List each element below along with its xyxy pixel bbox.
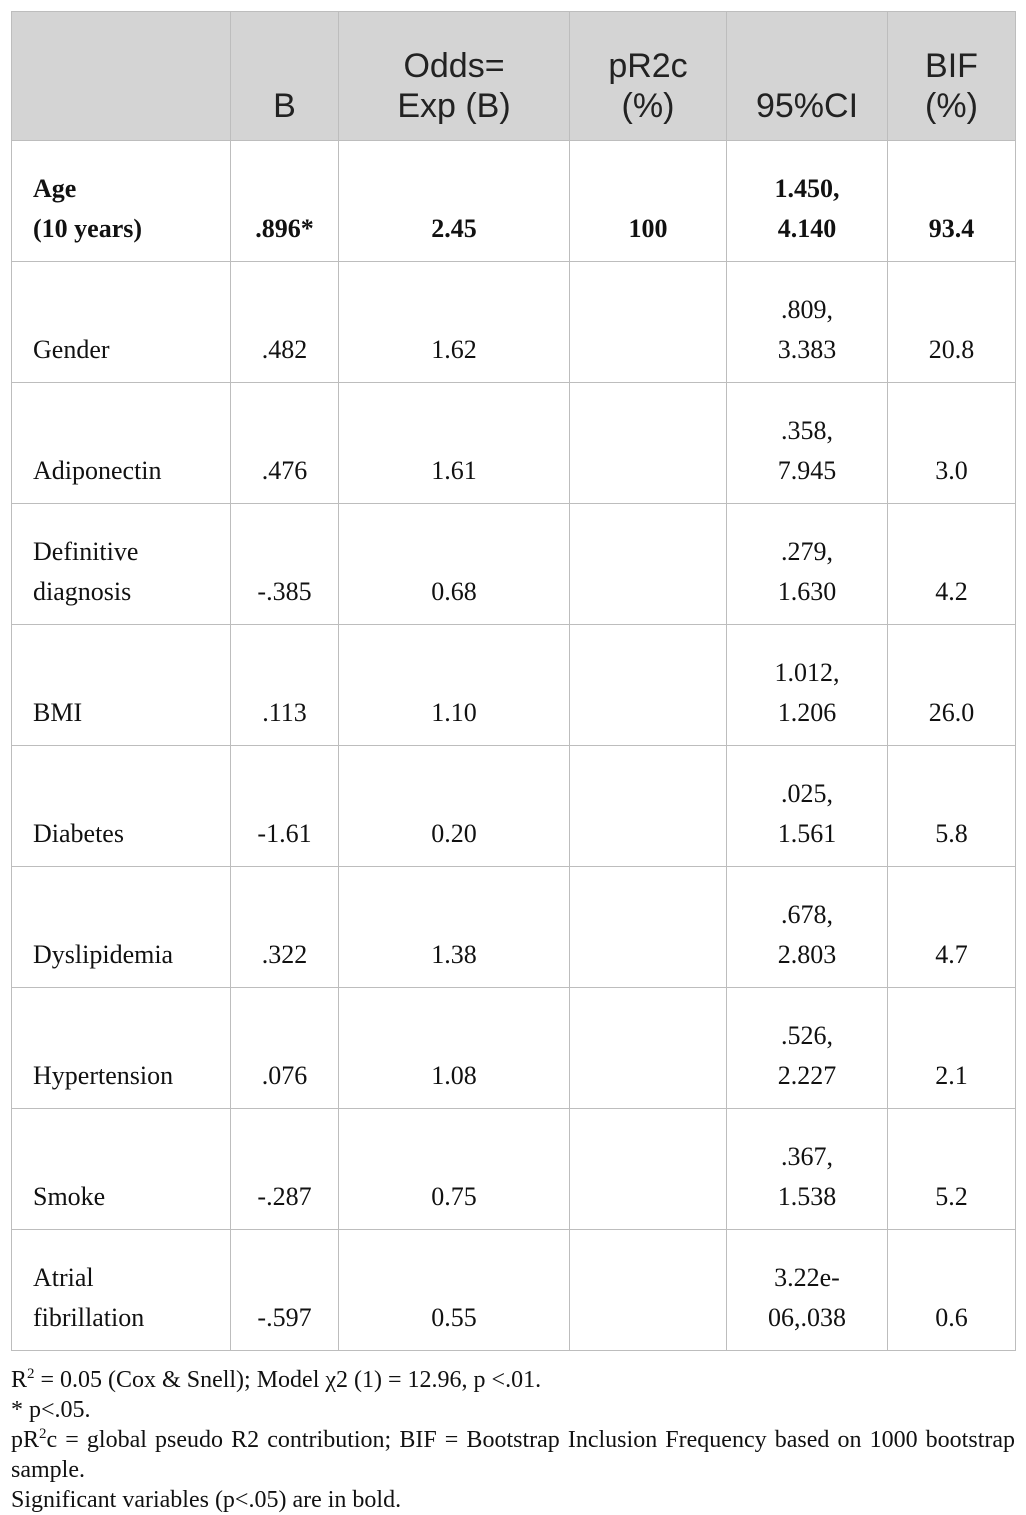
odds-cell xyxy=(339,383,570,504)
variable-name: Adiponectin xyxy=(33,456,162,485)
bif-cell xyxy=(888,625,1016,746)
variable-name: Age xyxy=(33,174,77,203)
pr2c-cell xyxy=(570,746,727,867)
ci-cell xyxy=(727,867,888,988)
pr2c-cell xyxy=(570,625,727,746)
odds-cell xyxy=(339,746,570,867)
variable-cell xyxy=(12,988,231,1109)
table-footnotes xyxy=(11,1365,1015,1515)
pr2c-cell xyxy=(570,141,727,262)
ci-cell xyxy=(727,1230,888,1351)
footnote-pr-symbol: pR xyxy=(11,1427,40,1453)
variable-cell xyxy=(12,1230,231,1351)
variable-name: Definitive xyxy=(33,537,139,566)
ci-value: .526, xyxy=(781,1021,833,1050)
bif-value: 5.8 xyxy=(935,819,968,848)
b-cell xyxy=(231,746,339,867)
table-row xyxy=(12,867,1016,988)
odds-value: 1.38 xyxy=(431,940,477,969)
header-bif-line-1: BIF xyxy=(925,47,978,85)
variable-name: Diabetes xyxy=(33,819,124,848)
bif-cell xyxy=(888,1230,1016,1351)
b-cell xyxy=(231,867,339,988)
ci-cell xyxy=(727,383,888,504)
ci-value: 1.450, xyxy=(774,174,840,203)
header-b xyxy=(231,12,339,141)
variable-cell xyxy=(12,141,231,262)
variable-cell xyxy=(12,746,231,867)
header-b-label: B xyxy=(273,87,296,125)
odds-cell xyxy=(339,867,570,988)
pr2c-cell xyxy=(570,1109,727,1230)
ci-value: 1.538 xyxy=(777,1182,837,1211)
header-pr2c xyxy=(570,12,727,141)
odds-cell xyxy=(339,504,570,625)
pr2c-cell xyxy=(570,262,727,383)
b-value: -.385 xyxy=(257,577,312,606)
bif-cell xyxy=(888,867,1016,988)
odds-cell xyxy=(339,988,570,1109)
header-variable xyxy=(12,12,231,141)
odds-cell xyxy=(339,1109,570,1230)
variable-name: diagnosis xyxy=(33,577,132,606)
regression-table xyxy=(11,11,1016,1351)
ci-value: 3.383 xyxy=(777,335,837,364)
table-row xyxy=(12,746,1016,867)
ci-value: .279, xyxy=(781,537,833,566)
odds-value: 0.75 xyxy=(431,1182,477,1211)
ci-cell xyxy=(727,988,888,1109)
bif-value: 5.2 xyxy=(935,1182,968,1211)
variable-cell xyxy=(12,383,231,504)
footnote-bold-explanation: Significant variables (p<.05) are in bold. xyxy=(11,1487,402,1513)
pr2c-cell xyxy=(570,867,727,988)
footnote-model-fit-text: = 0.05 (Cox & Snell); Model χ2 (1) = 12.96, p <.01. xyxy=(34,1367,542,1393)
ci-value: 1.561 xyxy=(777,819,837,848)
bif-value: 26.0 xyxy=(928,698,975,727)
variable-name: Atrial xyxy=(33,1263,94,1292)
odds-value: 0.55 xyxy=(431,1303,477,1332)
bif-value: 93.4 xyxy=(928,214,975,243)
variable-name: Gender xyxy=(33,335,110,364)
ci-value: 4.140 xyxy=(777,214,837,243)
pr2c-cell xyxy=(570,1230,727,1351)
header-bif-line-2: (%) xyxy=(925,87,978,125)
header-ci xyxy=(727,12,888,141)
bif-cell xyxy=(888,988,1016,1109)
ci-value: 1.206 xyxy=(777,698,837,727)
bif-cell xyxy=(888,141,1016,262)
ci-value: .809, xyxy=(781,295,833,324)
pr2c-value: 100 xyxy=(628,214,668,243)
b-cell xyxy=(231,504,339,625)
footnote-significance: * p<.05. xyxy=(11,1397,91,1423)
header-ci-label: 95%CI xyxy=(755,87,859,125)
table-row xyxy=(12,625,1016,746)
footnote-pr-superscript: 2 xyxy=(39,1426,47,1442)
table-row xyxy=(12,383,1016,504)
header-pr2c-line-1: pR2c xyxy=(608,47,688,85)
variable-name: BMI xyxy=(33,698,83,727)
bif-cell xyxy=(888,746,1016,867)
ci-cell xyxy=(727,504,888,625)
bif-value: 4.7 xyxy=(935,940,968,969)
pr2c-cell xyxy=(570,504,727,625)
bif-value: 0.6 xyxy=(935,1303,968,1332)
odds-cell xyxy=(339,141,570,262)
ci-value: 2.227 xyxy=(777,1061,837,1090)
header-bif xyxy=(888,12,1016,141)
b-value: .322 xyxy=(261,940,308,969)
ci-cell xyxy=(727,746,888,867)
b-cell xyxy=(231,141,339,262)
ci-value: 3.22e- xyxy=(774,1263,840,1292)
b-cell xyxy=(231,383,339,504)
b-value: .113 xyxy=(262,698,307,727)
header-odds-line-2: Exp (B) xyxy=(397,87,511,125)
odds-value: 1.08 xyxy=(431,1061,477,1090)
table-row xyxy=(12,988,1016,1109)
ci-cell xyxy=(727,262,888,383)
ci-cell xyxy=(727,141,888,262)
table-row xyxy=(12,504,1016,625)
header-odds-line-1: Odds= xyxy=(403,47,505,85)
odds-value: 1.62 xyxy=(431,335,477,364)
b-cell xyxy=(231,625,339,746)
variable-name: (10 years) xyxy=(33,214,143,243)
table-row xyxy=(12,141,1016,262)
odds-value: 1.61 xyxy=(431,456,477,485)
footnote-r-symbol: R xyxy=(11,1367,28,1393)
bif-cell xyxy=(888,383,1016,504)
b-cell xyxy=(231,1109,339,1230)
ci-value: 2.803 xyxy=(777,940,837,969)
odds-cell xyxy=(339,1230,570,1351)
b-value: .076 xyxy=(261,1061,308,1090)
b-value: -.597 xyxy=(257,1303,312,1332)
ci-value: .367, xyxy=(781,1142,833,1171)
ci-value: .678, xyxy=(781,900,833,929)
footnote-definitions xyxy=(11,1425,1015,1485)
odds-cell xyxy=(339,262,570,383)
bif-cell xyxy=(888,1109,1016,1230)
table-row xyxy=(12,1230,1016,1351)
variable-name: Hypertension xyxy=(33,1061,174,1090)
odds-value: 0.68 xyxy=(431,577,477,606)
footnote-definitions-text: c = global pseudo R2 contribution; BIF = Bootstrap Inclusion Frequency based on 1000 bootstrap sample. xyxy=(11,1427,1015,1483)
ci-cell xyxy=(727,625,888,746)
b-cell xyxy=(231,1230,339,1351)
b-value: .896* xyxy=(255,214,314,243)
variable-cell xyxy=(12,504,231,625)
header-odds xyxy=(339,12,570,141)
b-value: -.287 xyxy=(257,1182,312,1211)
odds-cell xyxy=(339,625,570,746)
b-value: .476 xyxy=(261,456,308,485)
bif-cell xyxy=(888,262,1016,383)
variable-name: Smoke xyxy=(33,1182,106,1211)
variable-cell xyxy=(12,1109,231,1230)
b-cell xyxy=(231,262,339,383)
table-row xyxy=(12,262,1016,383)
table-row xyxy=(12,1109,1016,1230)
variable-name: fibrillation xyxy=(33,1303,145,1332)
variable-cell xyxy=(12,262,231,383)
ci-value: 7.945 xyxy=(777,456,837,485)
b-cell xyxy=(231,988,339,1109)
bif-value: 2.1 xyxy=(935,1061,968,1090)
ci-value: .358, xyxy=(781,416,833,445)
footnote-model-fit xyxy=(11,1365,1015,1395)
pr2c-cell xyxy=(570,988,727,1109)
bif-cell xyxy=(888,504,1016,625)
regression-table-container xyxy=(11,11,1015,1515)
variable-cell xyxy=(12,867,231,988)
odds-value: 2.45 xyxy=(431,214,477,243)
b-value: -1.61 xyxy=(257,819,312,848)
ci-value: 1.630 xyxy=(777,577,837,606)
bif-value: 20.8 xyxy=(928,335,975,364)
table-body xyxy=(12,141,1016,1351)
variable-cell xyxy=(12,625,231,746)
header-pr2c-line-2: (%) xyxy=(621,87,675,125)
odds-value: 1.10 xyxy=(431,698,477,727)
variable-name: Dyslipidemia xyxy=(33,940,174,969)
bif-value: 3.0 xyxy=(935,456,968,485)
pr2c-cell xyxy=(570,383,727,504)
odds-value: 0.20 xyxy=(431,819,477,848)
ci-cell xyxy=(727,1109,888,1230)
ci-value: 1.012, xyxy=(774,658,840,687)
ci-value: .025, xyxy=(781,779,833,808)
b-value: .482 xyxy=(261,335,308,364)
ci-value: 06,.038 xyxy=(768,1303,846,1332)
bif-value: 4.2 xyxy=(935,577,968,606)
header-row xyxy=(12,12,1016,141)
footnote-r-superscript: 2 xyxy=(27,1366,35,1382)
